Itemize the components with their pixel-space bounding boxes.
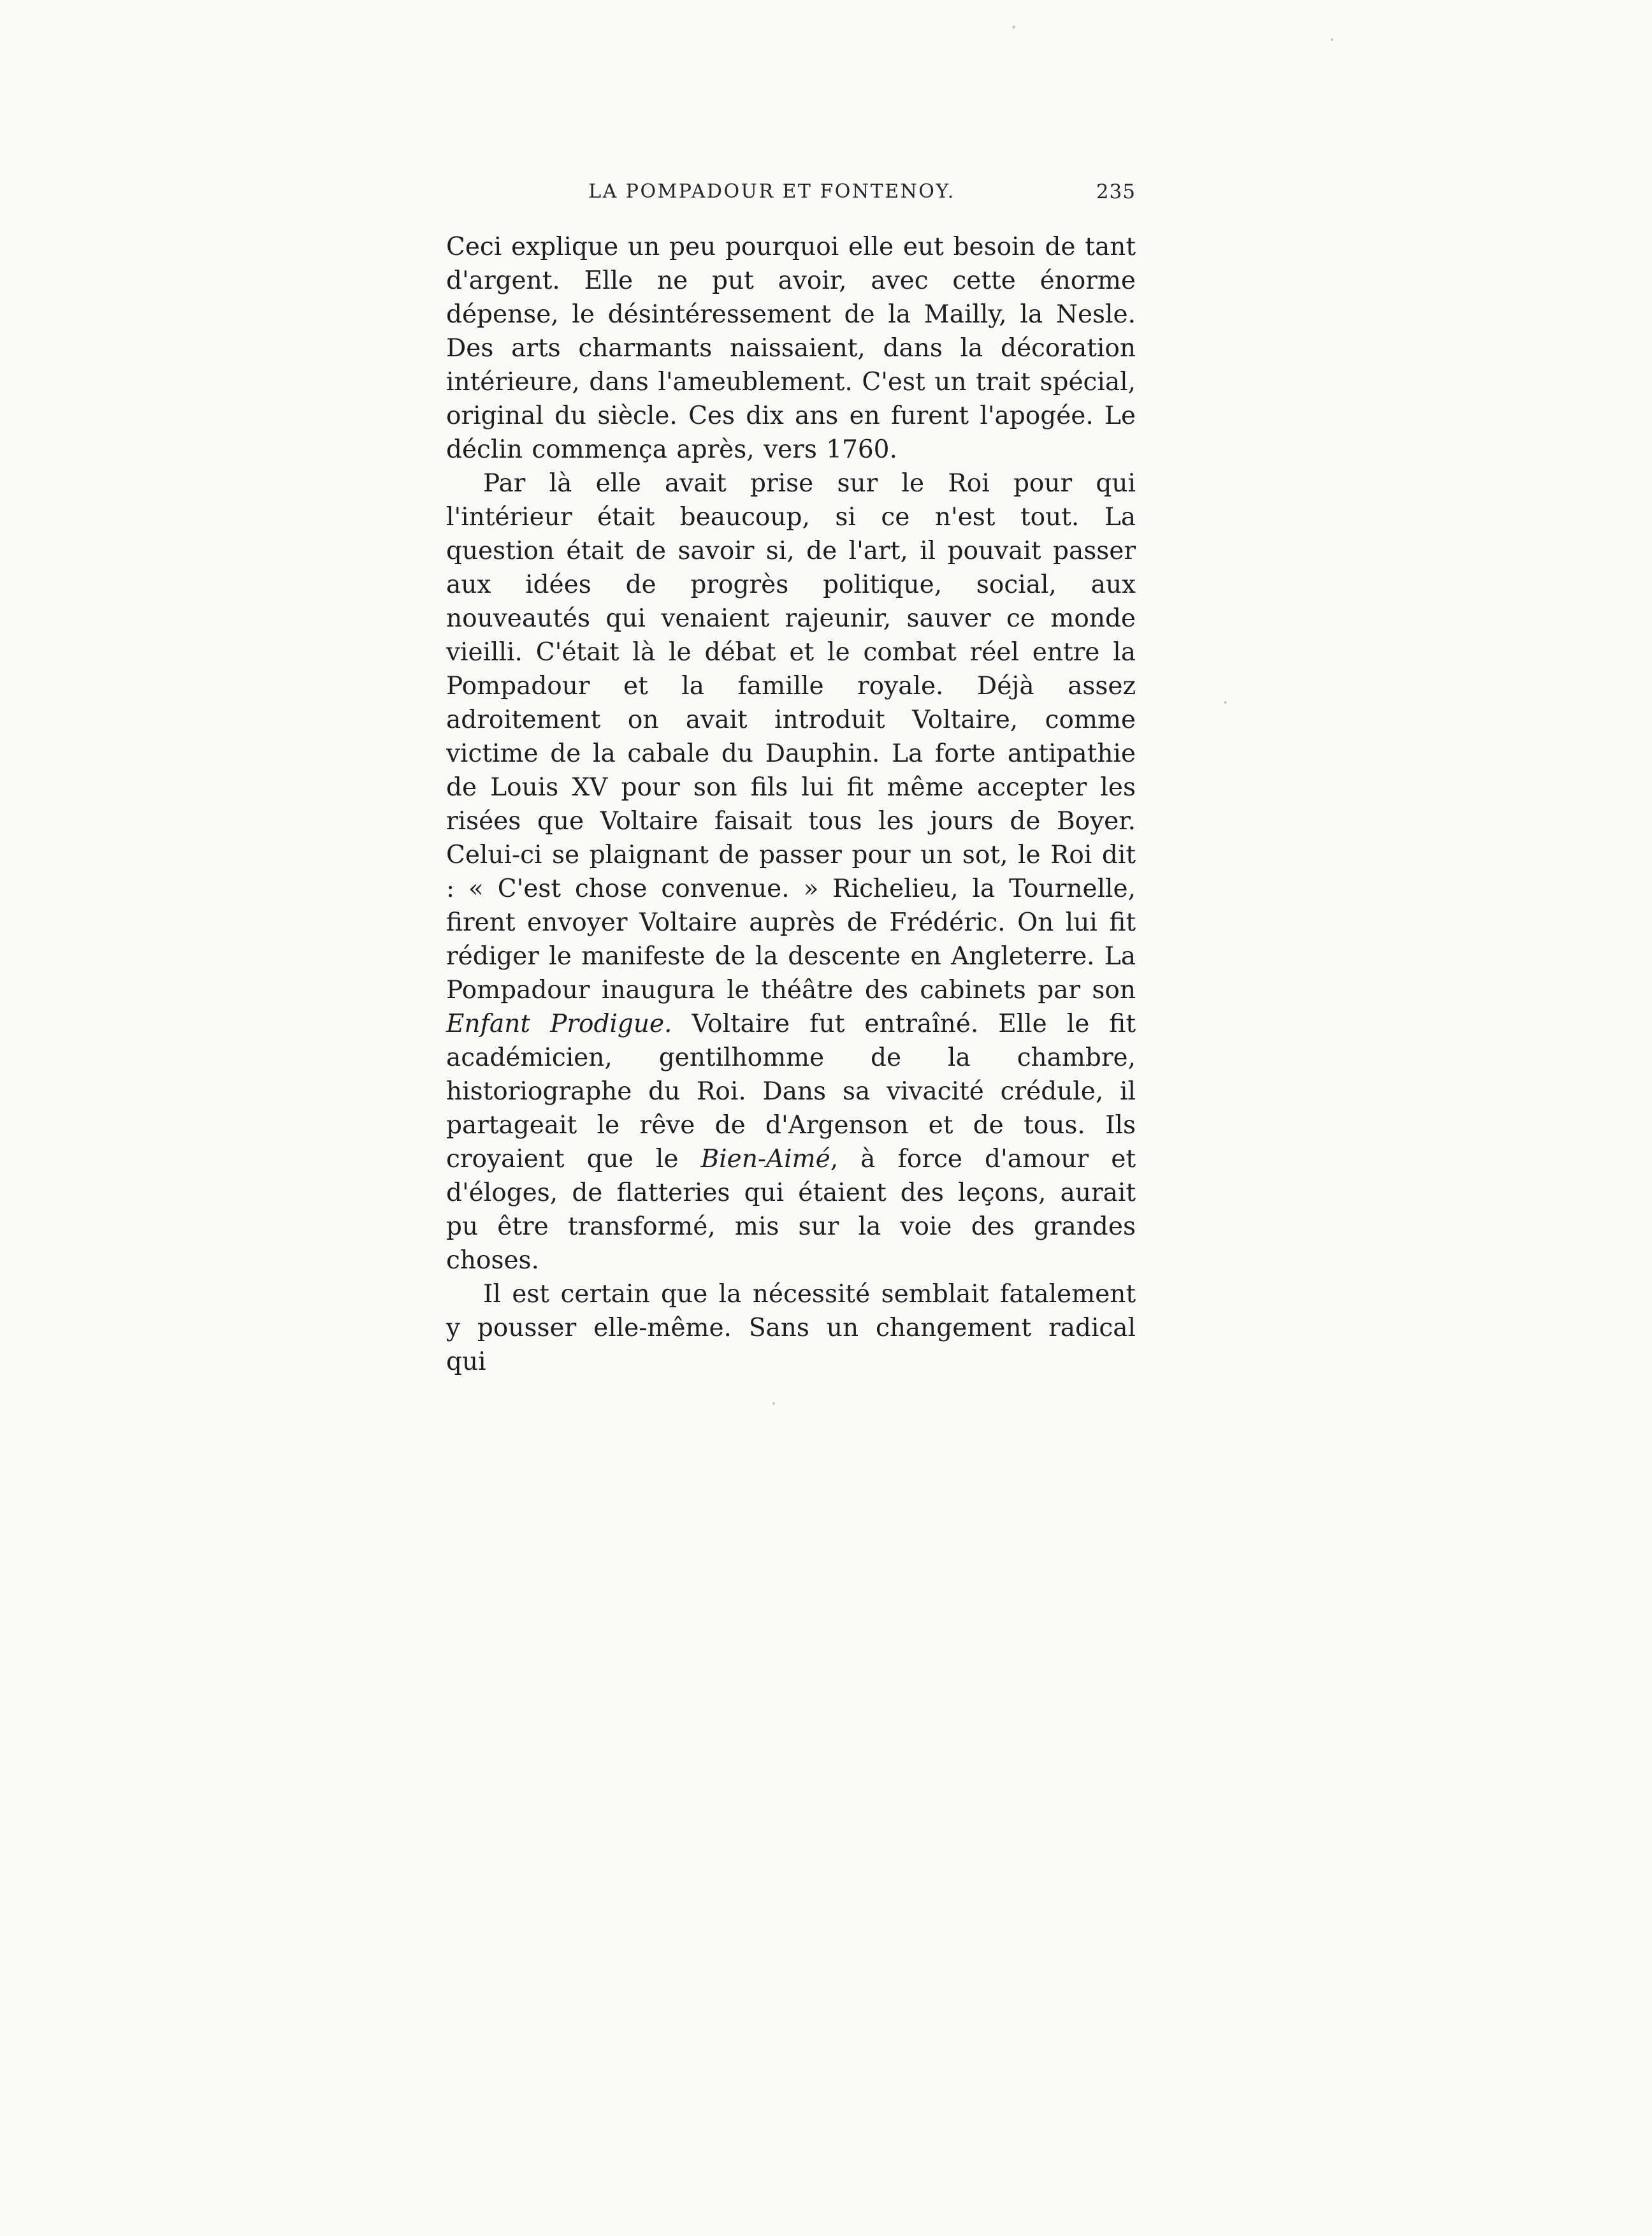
running-header-title: LA POMPADOUR ET FONTENOY. bbox=[588, 180, 955, 203]
text-block bbox=[446, 180, 1136, 1379]
text-run: Par là elle avait prise sur le Roi pour qui l'intérieur était beaucoup, si ce n'est tout. La question était de savoir si, de l'art, il pouvait passer aux idées de progrès politique, social, aux nouveautés qui venaient rajeunir, sauver ce monde vieilli. C'était là le débat et le combat réel entre la Pompadour et la famille royale. Déjà assez adroitement on avait introduit Voltaire, comme victime de la cabale du Dauphin. La forte antipathie de Louis XV pour son fils lui fit même accepter les risées que Voltaire faisait tous les jours de Boyer. Celui-ci se plaignant de passer pour un sot, le Roi dit : « C'est chose convenue. » Richelieu, la Tournelle, firent envoyer Voltaire auprès de Frédéric. On lui fit rédiger le manifeste de la descente en Angleterre. La Pompadour inaugura le théâtre des cabinets par son bbox=[446, 469, 1136, 1005]
text-run: Voltaire fut entraîné. Elle le fit académicien, gentilhomme de la chambre, historiographe du Roi. Dans sa vivacité crédule, il partageait le rêve de d'Argenson et de tous. Ils croyaient que le bbox=[446, 1010, 1136, 1173]
paragraph bbox=[446, 467, 1136, 1277]
italic-text-run: Enfant Prodigue. bbox=[446, 1010, 672, 1038]
page-text bbox=[446, 230, 1136, 1379]
text-run: Il est certain que la nécessité semblait fatalement y pousser elle-même. Sans un changement radical qui bbox=[446, 1280, 1136, 1376]
scan-speck bbox=[1331, 38, 1333, 41]
scan-speck bbox=[772, 1402, 775, 1405]
paragraph bbox=[446, 230, 1136, 467]
scan-speck bbox=[1012, 25, 1015, 29]
text-run: , à force d'amour et d'éloges, de flatteries qui étaient des leçons, aurait pu être transformé, mis sur la voie des grandes choses. bbox=[446, 1145, 1136, 1275]
italic-text-run: Bien-Aimé bbox=[700, 1145, 830, 1173]
running-header bbox=[446, 180, 1136, 210]
text-run: Ceci explique un peu pourquoi elle eut besoin de tant d'argent. Elle ne put avoir, avec cette énorme dépense, le désintéressement de la Mailly, la Nesle. Des arts charmants naissaient, dans la décoration intérieure, dans l'ameublement. C'est un trait spécial, original du siècle. Ces dix ans en furent l'apogée. Le déclin commença après, vers 1760. bbox=[446, 233, 1136, 464]
scan-speck bbox=[1224, 701, 1227, 704]
page-number: 235 bbox=[1096, 180, 1136, 203]
paragraph bbox=[446, 1277, 1136, 1379]
